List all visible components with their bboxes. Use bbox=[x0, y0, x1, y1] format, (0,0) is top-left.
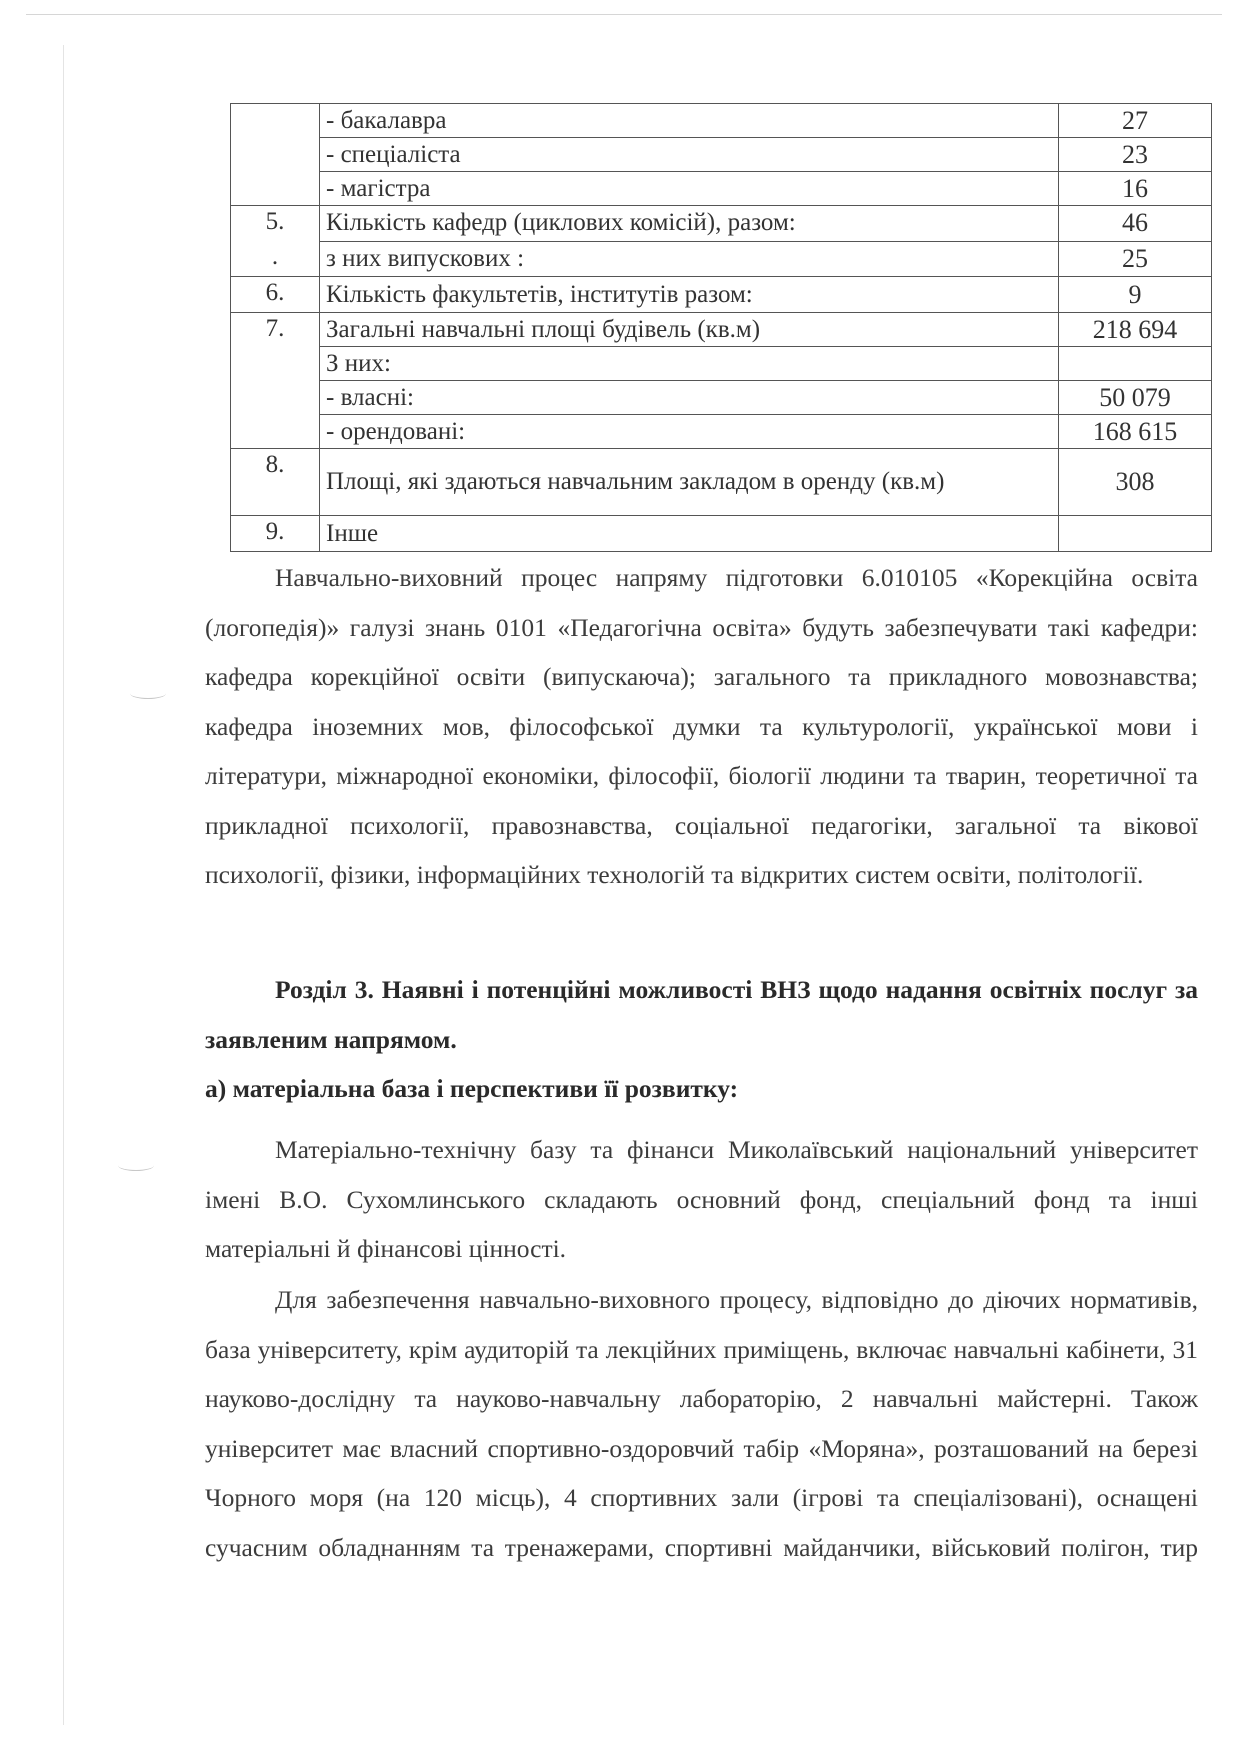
scan-smudge bbox=[118, 1160, 154, 1171]
table-row bbox=[231, 347, 1212, 381]
section-heading bbox=[205, 965, 1198, 1114]
scan-smudge bbox=[130, 688, 166, 699]
row-label: Площі, які здаються навчальним закладом в оренду (кв.м) bbox=[320, 449, 1059, 516]
paragraph-departments bbox=[205, 553, 1198, 900]
row-value: 9 bbox=[1059, 277, 1212, 313]
row-value: 50 079 bbox=[1059, 381, 1212, 415]
row-number: . bbox=[231, 241, 320, 277]
row-value: 46 bbox=[1059, 206, 1212, 242]
paragraph-text: Для забезпечення навчально-виховного процесу, відповідно до діючих нормативів, база університету, крім аудиторій та лекційних приміщень, включає навчальні кабінети, 31 науково-дослідну та науково-навчальну лабораторію, 2 навчальні майстерні. Також університет має власний спортивно-оздоровчий табір «Моряна», розташований на березі Чорного моря (на 120 місць), 4 спортивних зали (ігрові та спеціалізовані), оснащені сучасним обладнанням та тренажерами, спортивні майданчики, військовий полігон, тир bbox=[205, 1285, 1198, 1562]
row-value: 23 bbox=[1059, 138, 1212, 172]
paragraph-facilities bbox=[205, 1275, 1198, 1572]
row-label: З них: bbox=[320, 347, 1059, 381]
row-label: - бакалавра bbox=[320, 104, 1059, 138]
row-label: з них випускових : bbox=[320, 241, 1059, 277]
scan-edge-left bbox=[63, 45, 64, 1725]
row-label: - орендовані: bbox=[320, 415, 1059, 449]
row-value: 218 694 bbox=[1059, 313, 1212, 347]
row-value: 168 615 bbox=[1059, 415, 1212, 449]
row-value bbox=[1059, 347, 1212, 381]
table-row bbox=[231, 516, 1212, 552]
row-label: - магістра bbox=[320, 172, 1059, 206]
table-row bbox=[231, 381, 1212, 415]
table-row bbox=[231, 313, 1212, 347]
row-number bbox=[231, 104, 320, 206]
paragraph-material-base bbox=[205, 1125, 1198, 1274]
row-number: 9. bbox=[231, 516, 320, 552]
table-row bbox=[231, 277, 1212, 313]
row-value: 308 bbox=[1059, 449, 1212, 516]
table-row bbox=[231, 241, 1212, 277]
row-label: - спеціаліста bbox=[320, 138, 1059, 172]
row-label: Кількість кафедр (циклових комісій), разом: bbox=[320, 206, 1059, 242]
row-number: 8. bbox=[231, 449, 320, 516]
subsection-title: а) матеріальна база і перспективи її розвитку: bbox=[205, 1074, 739, 1103]
row-number: 7. bbox=[231, 313, 320, 449]
row-label: Кількість факультетів, інститутів разом: bbox=[320, 277, 1059, 313]
row-value: 27 bbox=[1059, 104, 1212, 138]
statistics-table bbox=[230, 103, 1212, 552]
row-label: Інше bbox=[320, 516, 1059, 552]
paragraph-text: Матеріально-технічну базу та фінанси Миколаївський національний університет імені В.О. Сухомлинського складають основний фонд, спеціальний фонд та інші матеріальні й фінансові цінності. bbox=[205, 1135, 1198, 1263]
table-row bbox=[231, 104, 1212, 138]
scan-edge-top bbox=[26, 14, 1222, 15]
row-number: 5. bbox=[231, 206, 320, 242]
table-row bbox=[231, 138, 1212, 172]
row-value bbox=[1059, 516, 1212, 552]
paragraph-text: Навчально-виховний процес напряму підготовки 6.010105 «Корекційна освіта (логопедія)» галузі знань 0101 «Педагогічна освіта» будуть забезпечувати такі кафедри: кафедра корекційної освіти (випускаюча); загального та прикладного мовознавства; кафедра іноземних мов, філософської думки та культурології, української мови і літератури, міжнародної економіки, філософії, біології людини та тварин, теоретичної та прикладної психології, правознавства, соціальної педагогіки, загальної та вікової психології, фізики, інформаційних технологій та відкритих систем освіти, політології. bbox=[205, 563, 1198, 889]
table-row bbox=[231, 449, 1212, 516]
section-title: Розділ 3. Наявні і потенційні можливості ВНЗ щодо надання освітніх послуг за заявленим напрямом. bbox=[205, 975, 1198, 1054]
table-row bbox=[231, 415, 1212, 449]
table-row bbox=[231, 172, 1212, 206]
row-number: 6. bbox=[231, 277, 320, 313]
row-label: Загальні навчальні площі будівель (кв.м) bbox=[320, 313, 1059, 347]
row-label: - власні: bbox=[320, 381, 1059, 415]
table-row bbox=[231, 206, 1212, 242]
row-value: 16 bbox=[1059, 172, 1212, 206]
row-value: 25 bbox=[1059, 241, 1212, 277]
